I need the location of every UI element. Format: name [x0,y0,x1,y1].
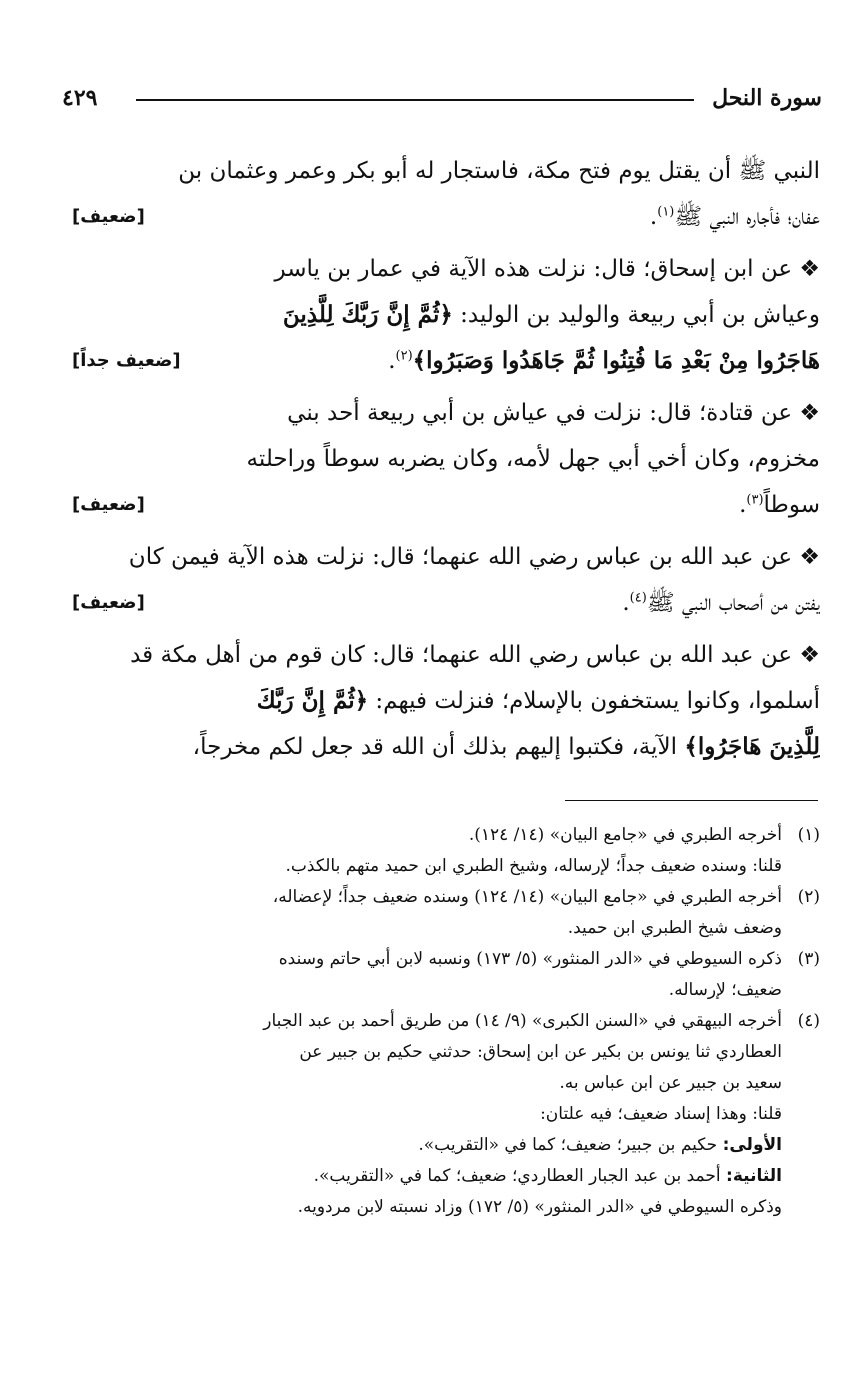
grade-label: [ضعيف] [72,592,145,613]
footnote-ref: (١) [657,204,675,220]
quran-verse: ﴿ثُمَّ إِنَّ رَبَّكَ [256,687,369,714]
text-line [72,678,820,724]
footnote-4 [72,1006,820,1223]
footnote-line: أخرجه الطبري في «جامع البيان» (١٤/ ١٢٤) وسنده ضعيف جداً؛ لإعضاله، [272,887,782,907]
text-line: النبي ﷺ أن يقتل يوم فتح مكة، فاستجار له أبو بكر وعمر وعثمان بن [178,158,820,184]
paragraph-2 [72,246,820,384]
footnote-line [72,1130,782,1161]
footnote-line: أخرجه الطبري في «جامع البيان» (١٤/ ١٢٤). [468,825,782,845]
text-line [72,482,820,528]
text-span: . [739,492,747,518]
text-line [72,724,820,770]
header-rule [136,99,694,101]
footnote-line: قلنا: وسنده ضعيف جداً؛ لإرساله، وشيخ الطبري ابن حميد متهم بالكذب. [285,856,782,876]
text-line: ❖ عن عبد الله بن عباس رضي الله عنهما؛ قال: كان قوم من أهل مكة قد [130,642,820,668]
text-line [72,580,820,626]
paragraph-3 [72,390,820,528]
footnote-number: (٢) [797,887,820,907]
quran-verse: لِلَّذِينَ هَاجَرُوا﴾ [684,733,820,760]
footnote-line: العطاردي ثنا يونس بن بكير عن ابن إسحاق: حدثني حكيم بن جبير عن [299,1042,782,1062]
page-header [62,78,822,118]
grade-label: [ضعيف] [72,494,145,515]
footnote-ref: (٤) [629,590,647,606]
footnote-line [72,1161,782,1192]
page-number: ٤٢٩ [62,85,98,111]
footnote-ref: (٣) [746,492,764,508]
footnote-line: سعيد بن جبير عن ابن عباس به. [559,1073,782,1093]
surah-title: سورة النحل [712,85,822,111]
text-span: أحمد بن عبد الجبار العطاردي؛ ضعيف؛ كما في «التقريب». [313,1166,727,1186]
footnote-ref: (٢) [395,348,413,364]
paragraph-5 [72,632,820,770]
text-span: حكيم بن جبير؛ ضعيف؛ كما في «التقريب». [418,1135,723,1155]
footnote-line: أخرجه البيهقي في «السنن الكبرى» (٩/ ١٤) من طريق أحمد بن عبد الجبار [263,1011,782,1031]
text-line: مخزوم، وكان أخي أبي جهل لأمه، وكان يضربه سوطاً وراحلته [246,446,820,472]
footnote-line: وضعف شيخ الطبري ابن حميد. [567,918,782,938]
paragraph-4 [72,534,820,626]
footnote-line: ذكره السيوطي في «الدر المنثور» (٥/ ١٧٣) ونسبه لابن أبي حاتم وسنده [278,949,782,969]
text-span: وعياش بن أبي ربيعة والوليد بن الوليد: [452,302,820,328]
text-line [72,194,820,240]
quran-verse: ﴿ثُمَّ إِنَّ رَبَّكَ لِلَّذِينَ [282,301,453,328]
text-line: ❖ عن ابن إسحاق؛ قال: نزلت هذه الآية في عمار بن ياسر [274,256,820,282]
footnote-2 [72,882,820,944]
footnote-label: الأولى: [722,1135,782,1155]
footnote-line: قلنا: وهذا إسناد ضعيف؛ فيه علتان: [540,1104,782,1124]
main-text [72,148,820,776]
paragraph-1 [72,148,820,240]
footnote-label: الثانية: [726,1166,782,1186]
text-span: الآية، فكتبوا إليهم بذلك أن الله قد جعل لكم مخرجاً، [192,734,685,760]
footnote-number: (٣) [797,949,820,969]
footnote-3 [72,944,820,1006]
text-line [72,338,820,384]
text-span: أسلموا، وكانوا يستخفون بالإسلام؛ فنزلت فيهم: [368,688,820,714]
footnote-line: ضعيف؛ لإرساله. [668,980,782,1000]
text-line: ❖ عن قتادة؛ قال: نزلت في عياش بن أبي ربيعة أحد بني [287,400,820,426]
text-line: ❖ عن عبد الله بن عباس رضي الله عنهما؛ قال: نزلت هذه الآية فيمن كان [128,544,820,570]
footnote-1 [72,820,820,882]
footnote-line: وذكره السيوطي في «الدر المنثور» (٥/ ١٧٢) وزاد نسبته لابن مردويه. [297,1197,782,1217]
grade-label: [ضعيف] [72,206,145,227]
text-span: . [388,348,396,374]
footnote-number: (١) [797,825,820,845]
quran-verse: هَاجَرُوا مِنْ بَعْدِ مَا فُتِنُوا ثُمَّ جَاهَدُوا وَصَبَرُوا﴾ [412,347,820,374]
text-span: عفان؛ فأجاره النبي ﷺ [674,204,820,230]
text-line [72,292,820,338]
footnotes [72,820,820,1223]
footnote-divider [565,800,818,801]
text-span: . [649,204,658,230]
footnote-number: (٤) [797,1011,820,1031]
grade-label: [ضعيف جداً] [72,350,181,371]
text-span: يفتن من أصحاب النبي ﷺ [646,590,820,616]
text-span: سوطاً [763,492,820,518]
text-span: . [622,590,630,616]
